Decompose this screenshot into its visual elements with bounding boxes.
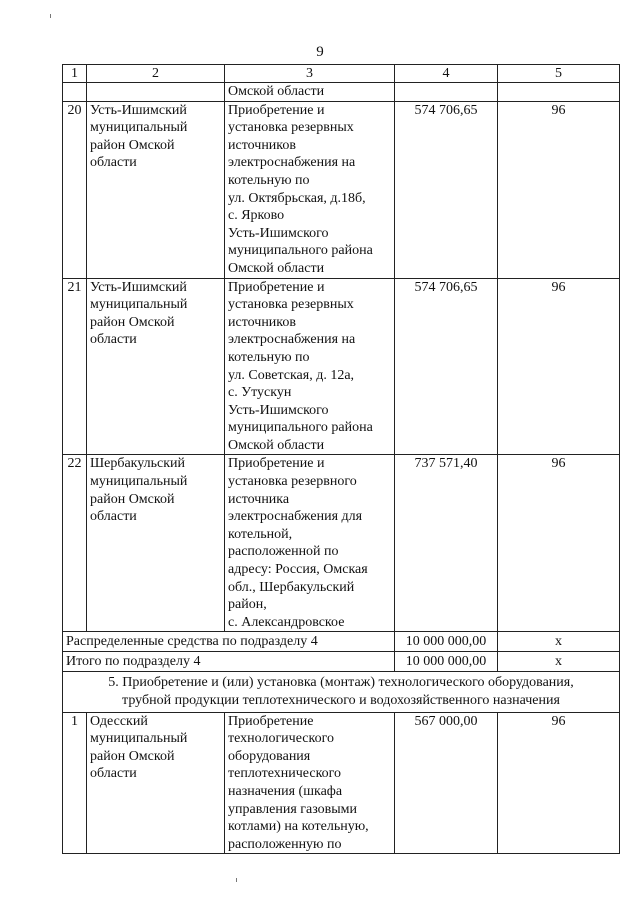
municipality-line: Усть-Ишимский (90, 279, 187, 295)
description-line: электроснабжения на (228, 332, 356, 348)
description-line: Приобретение и (228, 102, 325, 118)
table-row (63, 278, 620, 455)
summary-amount: 10 000 000,00 (395, 652, 498, 672)
description-line: Омской области (228, 260, 325, 276)
description-line: теплотехнического (228, 766, 342, 782)
percent-cell: 96 (498, 455, 620, 632)
column-number: 5 (498, 65, 620, 83)
rows-group-section-4 (63, 101, 620, 632)
description-line: электроснабжения для (228, 509, 363, 525)
table-row (63, 101, 620, 278)
summary-label: Распределенные средства по подразделу 4 (63, 632, 395, 652)
description-line: муниципального района (228, 243, 373, 259)
amount-cell: 574 706,65 (395, 278, 498, 455)
continuation-row (63, 83, 620, 102)
description-line: Приобретение и (228, 456, 325, 472)
description-line: с. Ярково (228, 208, 285, 224)
description-line: расположенную по (228, 836, 342, 852)
amount-cell: 574 706,65 (395, 101, 498, 278)
municipality-line: район Омской (90, 491, 175, 507)
municipality-line: муниципальный (90, 297, 188, 313)
description-line: управления газовыми (228, 801, 358, 817)
percent-cell: 96 (498, 712, 620, 854)
municipality-line: области (90, 155, 137, 171)
percent-cell (498, 83, 620, 102)
municipality-cell (87, 278, 225, 455)
description-line: электроснабжения на (228, 155, 356, 171)
amount-cell: 567 000,00 (395, 712, 498, 854)
description-line: с. Утускун (228, 385, 292, 401)
municipality-line: район Омской (90, 748, 175, 764)
municipality-line: муниципальный (90, 731, 188, 747)
description-line: Омской области (228, 84, 325, 99)
amount-cell (395, 83, 498, 102)
description-line: оборудования (228, 748, 311, 764)
description-cell (225, 712, 395, 854)
municipality-cell (87, 455, 225, 632)
description-line: установка резервных (228, 297, 354, 313)
municipality-cell (87, 83, 225, 102)
scan-mark (50, 14, 51, 18)
municipality-cell (87, 101, 225, 278)
municipality-line: области (90, 509, 137, 525)
municipality-line: области (90, 766, 137, 782)
column-number-row (63, 65, 620, 83)
municipality-line: район Омской (90, 314, 175, 330)
description-line: Приобретение (228, 713, 314, 729)
row-number: 21 (63, 278, 87, 455)
description-line: котельной, (228, 526, 293, 542)
column-number: 2 (87, 65, 225, 83)
description-line: котлами) на котельную, (228, 819, 369, 835)
summary-row-distributed (63, 632, 620, 652)
section-heading-line: 5. Приобретение и (или) установка (монтаж) технологического оборудования, (108, 675, 574, 691)
description-line: район, (228, 597, 267, 613)
summary-row-total (63, 652, 620, 672)
percent-cell: 96 (498, 101, 620, 278)
description-line: обл., Шербакульский (228, 579, 355, 595)
summary-mark: x (498, 632, 620, 652)
row-number: 20 (63, 101, 87, 278)
percent-cell: 96 (498, 278, 620, 455)
description-line: Приобретение и (228, 279, 325, 295)
page-number: 9 (316, 44, 324, 60)
summary-label: Итого по подразделу 4 (63, 652, 395, 672)
scan-mark (236, 878, 237, 882)
description-line: назначения (шкафа (228, 783, 343, 799)
description-line: котельную по (228, 349, 310, 365)
section-heading-row (63, 672, 620, 712)
description-line: Омской области (228, 437, 325, 453)
table-row (63, 712, 620, 854)
description-line: установка резервных (228, 120, 354, 136)
description-line: с. Александровское (228, 614, 345, 630)
column-number: 3 (225, 65, 395, 83)
description-line: источников (228, 314, 297, 330)
amount-cell: 737 571,40 (395, 455, 498, 632)
municipality-line: Одесский (90, 713, 148, 729)
section-heading-line: трубной продукции теплотехнического и водохозяйственного назначения (122, 693, 560, 708)
column-number: 1 (63, 65, 87, 83)
allocation-table (62, 64, 620, 854)
municipality-line: муниципальный (90, 120, 188, 136)
description-line: ул. Советская, д. 12а, (228, 367, 355, 383)
section-heading (63, 672, 620, 712)
description-cell (225, 455, 395, 632)
municipality-cell (87, 712, 225, 854)
municipality-line: муниципальный (90, 474, 188, 490)
rows-group-section-5 (63, 712, 620, 854)
column-number: 4 (395, 65, 498, 83)
description-line: источника (228, 491, 290, 507)
summary-amount: 10 000 000,00 (395, 632, 498, 652)
description-line: установка резервного (228, 474, 357, 490)
description-line: котельную по (228, 172, 310, 188)
table-row (63, 455, 620, 632)
municipality-line: Усть-Ишимский (90, 102, 187, 118)
municipality-line: район Омской (90, 137, 175, 153)
description-cell (225, 83, 395, 102)
municipality-line: Шербакульский (90, 456, 186, 472)
row-number: 22 (63, 455, 87, 632)
summary-mark: x (498, 652, 620, 672)
row-number: 1 (63, 712, 87, 854)
description-line: муниципального района (228, 420, 373, 436)
description-line: адресу: Россия, Омская (228, 562, 368, 578)
description-line: источников (228, 137, 297, 153)
description-line: расположенной по (228, 544, 339, 560)
description-line: Усть-Ишимского (228, 402, 329, 418)
description-line: ул. Октябрьская, д.18б, (228, 190, 366, 206)
description-cell (225, 278, 395, 455)
row-number-cell (63, 83, 87, 102)
municipality-line: области (90, 332, 137, 348)
description-cell (225, 101, 395, 278)
description-line: технологического (228, 731, 334, 747)
description-line: Усть-Ишимского (228, 225, 329, 241)
